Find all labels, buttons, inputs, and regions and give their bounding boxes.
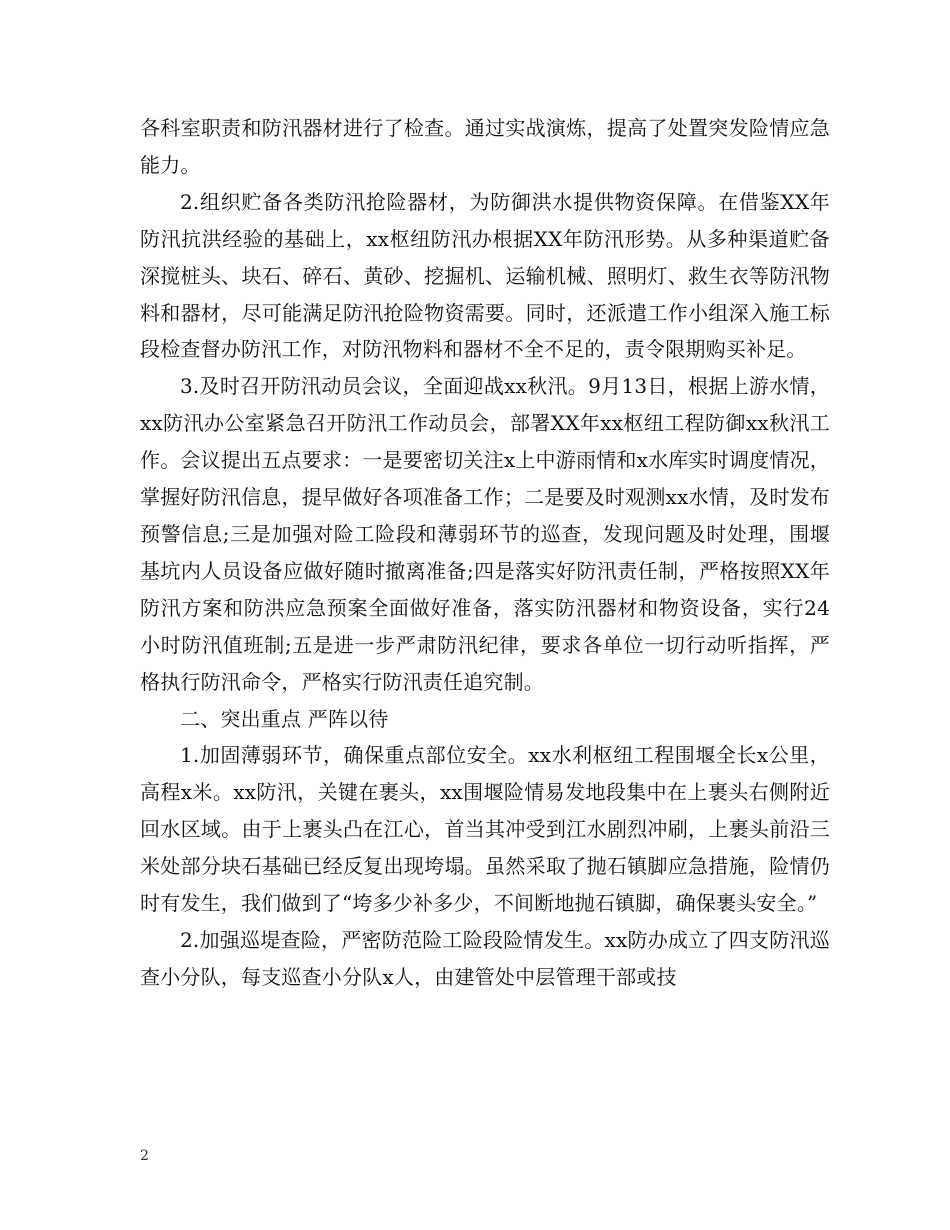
paragraph-item-1-reinforce: 1.加固薄弱环节，确保重点部位安全。xx水利枢纽工程围堰全长x公里，高程x米。xx防汛，关键在裹头，xx围堰险情易发地段集中在上裹头右侧附近回水区域。由于上裹头凸在江心，首当其冲受到江水剧烈冲刷，上裹头前沿三米处部分块石基础已经反复出现垮塌。虽然采取了抛石镇脚应急措施，险情仍时有发生，我们做到了“垮多少补多少，不间断地抛石镇脚，确保裹头安全。”	[140, 743, 830, 916]
paragraph-item-2-patrol: 2.加强巡堤查险，严密防范险工险段险情发生。xx防办成立了四支防汛巡查小分队，每支巡查小分队x人，由建管处中层管理干部或技	[140, 927, 830, 989]
paragraph-inspection-tail: 各科室职责和防汛器材进行了检查。通过实战演炼，提高了处置突发险情应急能力。	[140, 116, 830, 177]
body-text	[140, 110, 830, 996]
paragraph-item-2-materials: 2.组织贮备各类防汛抢险器材，为防御洪水提供物资保障。在借鉴XX年防汛抗洪经验的基础上，xx枢纽防汛办根据XX年防汛形势。从多种渠道贮备深搅桩头、块石、碎石、黄砂、挖掘机、运输机械、照明灯、救生衣等防汛物料和器材，尽可能满足防汛抢险物资需要。同时，还派遣工作小组深入施工标段检查督办防汛工作，对防汛物料和器材不全不足的，责令限期购买补足。	[140, 189, 830, 362]
page-number: 2	[140, 1148, 149, 1164]
section-heading-2: 二、突出重点 严阵以待	[180, 706, 389, 731]
paragraph-item-3-meeting: 3.及时召开防汛动员会议，全面迎战xx秋汛。9月13日，根据上游水情，xx防汛办公室紧急召开防汛工作动员会，部署XX年xx枢纽工程防御xx秋汛工作。会议提出五点要求：一是要密切关注x上中游雨情和x水库实时调度情况，掌握好防汛信息，提早做好各项准备工作；二是要及时观测xx水情，及时发布预警信息;三是加强对险工险段和薄弱环节的巡查，发现问题及时处理，围堰基坑内人员设备应做好随时撤离准备;四是落实好防汛责任制，严格按照XX年防汛方案和防洪应急预案全面做好准备，落实防汛器材和物资设备，实行24小时防汛值班制;五是进一步严肃防汛纪律，要求各单位一切行动听指挥，严格执行防汛命令，严格实行防汛责任追究制。	[140, 374, 830, 694]
